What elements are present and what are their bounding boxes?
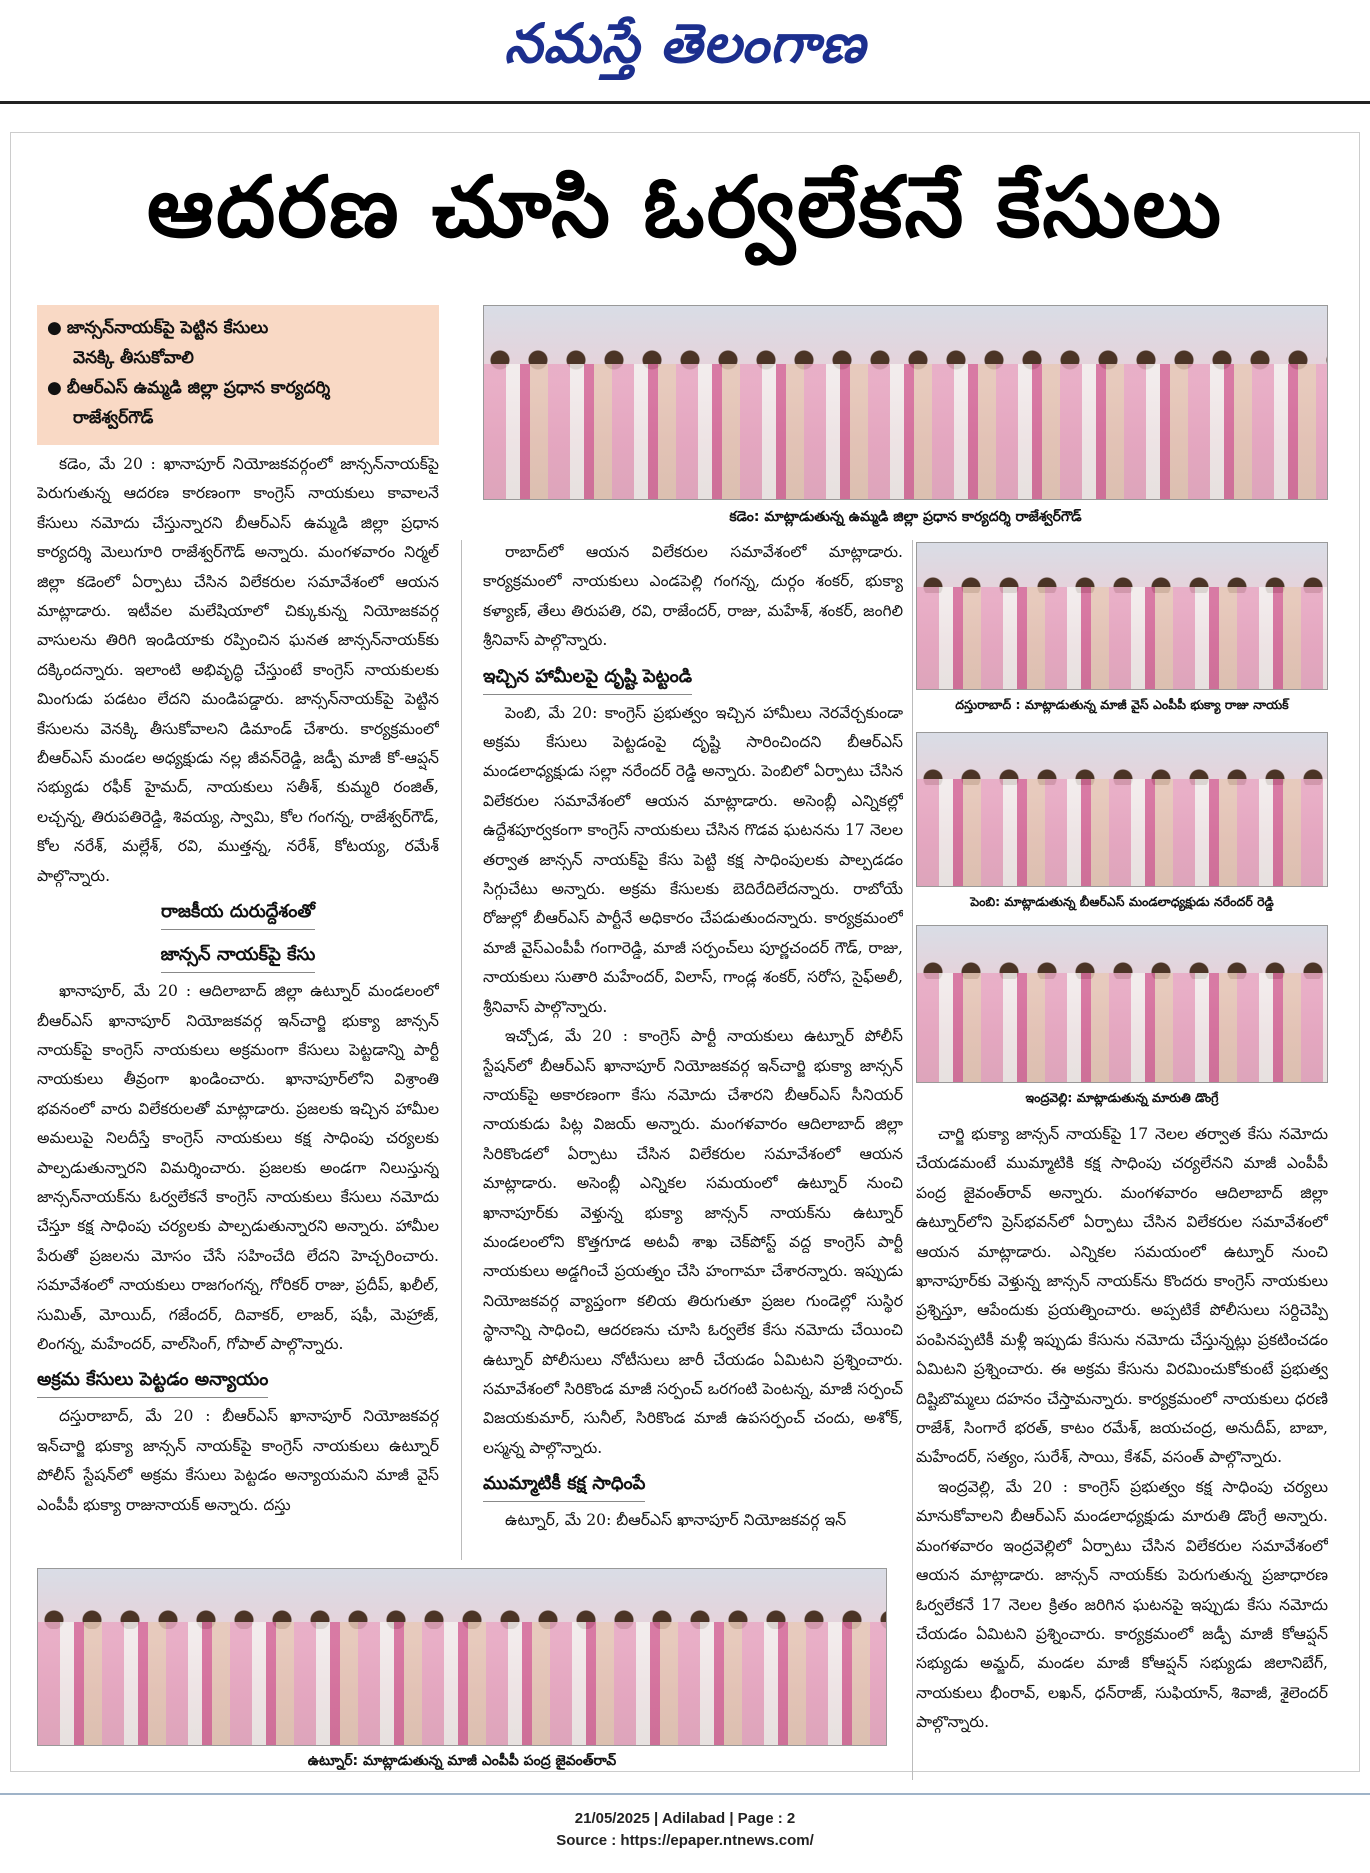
page-footer xyxy=(0,1808,1370,1852)
article-paragraph: పెంబి, మే 20: కాంగ్రెస్ ప్రభుత్వం ఇచ్చిన హామీలు నెరవేర్చకుండా అక్రమ కేసులు పెట్టడంపై దృష్టి సారించిందని బీఆర్‌ఎస్ మండలాధ్యక్షుడు సల్లా నరేందర్ రెడ్డి అన్నారు. పెంబిలో ఏర్పాటు చేసిన విలేకరుల సమావేశంలో ఆయన మాట్లాడారు. అసెంబ్లీ ఎన్నికల్లో ఉద్దేశపూర్వకంగా కాంగ్రెస్ నాయకులు చేసిన గొడవ ఘటనను 17 నెలల తర్వాత జాన్సన్ నాయక్‌పై కేసు పెట్టి కక్ష సాధింపులకు పాల్పడడం సిగ్గుచేటు అన్నారు. అక్రమ కేసులకు బెదిరేదిలేదన్నారు. రాబోయే రోజుల్లో బీఆర్‌ఎస్ పార్టీనే అధికారం చేపడుతుందన్నారు. కార్యక్రమంలో మాజీ వైస్ఎంపీపీ గంగారెడ్డి, మాజీ సర్పంచ్‌లు పూర్ణచందర్ గౌడ్, రాజు, నాయకులు సుతారి మహేందర్, విలాస్, గాండ్ల శంకర్, సరోస, సైఫ్అలీ, శ్రీనివాస్ పాల్గొన్నారు. xyxy=(483,703,903,1016)
masthead xyxy=(0,0,1370,104)
photo-pembi-meeting xyxy=(916,732,1328,887)
photo-indravelli-meeting xyxy=(916,925,1328,1083)
subheading: ముమ్మాటికీ కక్ష సాధింపే xyxy=(483,1467,645,1502)
subheading: జాన్సన్ నాయక్‌పై కేసు xyxy=(161,938,316,973)
highlight-item xyxy=(47,373,429,433)
headline: ఆదరణ చూసి ఓర్వలేకనే కేసులు xyxy=(146,158,1224,256)
article-paragraph: చార్జి భుక్యా జాన్సన్ నాయక్‌పై 17 నెలల తర్వాత కేసు నమోదు చేయడమంటే ముమ్మాటికి కక్ష సాధింపు చర్యలేనని మాజీ ఎంపీపీ పంద్ర జైవంత్‌రావ్ అన్నారు. మంగళవారం ఆదిలాబాద్ జిల్లా ఉట్నూర్‌లోని ప్రెస్‌భవన్‌లో ఏర్పాటు చేసిన విలేకరుల సమావేశంలో ఆయన మాట్లాడారు. ఎన్నికల సమయంలో ఉట్నూర్ నుంచి ఖానాపూర్‌కు వెళ్తున్న జాన్సన్ నాయక్‌ను కొందరు కాంగ్రెస్ నాయకులు ప్రశ్నిస్తూ, ఆపేందుకు ప్రయత్నించారు. అప్పటికే పోలీసులు సర్దిచెప్పి పంపినప్పటికీ మళ్లీ ఇప్పుడు కేసును నమోదు చేస్తున్నట్లు ప్రకటించడం ఏమిటని ప్రశ్నించారు. ఈ అక్రమ కేసును విరమించుకోకుంటే ప్రభుత్వ దిష్టిబొమ్మలు దహనం చేస్తామన్నారు. కార్యక్రమంలో నాయకులు ధరణి రాజేశ్, సింగారే భరత్, కాటం రమేశ్, జయచంద్ర, అనుదీప్, బాబా, మహేందర్, సత్యం, సురేశ్, సాయి, కేశవ్, వసంత్ పాల్గొన్నారు. xyxy=(916,1125,1328,1467)
photo-kadem-meeting xyxy=(483,305,1328,500)
article-column-2 xyxy=(483,538,903,1568)
article-paragraph: ఇచ్చోడ, మే 20 : కాంగ్రెస్ పార్టీ నాయకులు ఉట్నూర్ పోలీస్ స్టేషన్‌లో బీఆర్‌ఎస్ ఖానాపూర్ నియోజకవర్గ ఇన్‌చార్జి భుక్యా జాన్సన్ నాయక్‌పై అకారణంగా కేసు నమోదు చేశారని బీఆర్‌ఎస్ సీనియర్ నాయకుడు పిట్ల విజయ్ అన్నారు. మంగళవారం ఆదిలాబాద్ జిల్లా సిరికొండలో ఏర్పాటు చేసిన విలేకరుల సమావేశంలో ఆయన మాట్లాడారు. అసెంబ్లీ ఎన్నికల సమయంలో ఉట్నూర్ నుంచి ఖానాపూర్‌కు వెళ్తున్న భుక్యా జాన్సన్ నాయక్‌ను ఉట్నూర్ మండలంలోని కొత్తగూడ అటవీ శాఖ చెక్‌పోస్ట్ వద్ద కాంగ్రెస్ పార్టీ నాయకులు అడ్డగించే ప్రయత్నం చేసి హంగామా చేశారన్నారు. ఇప్పుడు నియోజకవర్గ వ్యాప్తంగా కలియ తిరుగుతూ ప్రజల గుండెల్లో సుస్థిర స్థానాన్ని సాధించి, ఆదరణను చూసి ఓర్వలేక కేసు నమోదు చేయించి ఉట్నూర్ పోలీసులు నోటీసులు జారీ చేయడం ఏమిటని ప్రశ్నించారు. సమావేశంలో సిరికొండ మాజీ సర్పంచ్ ఒరగంటి పెంటన్న, మాజీ సర్పంచ్ విజయకుమార్, సునీల్, సిరికొండ మాజీ ఉపసర్పంచ్ చందు, అశోక్, లస్మన్న పాల్గొన్నారు. xyxy=(483,1027,903,1457)
highlights-box xyxy=(37,305,439,445)
article-column-3 xyxy=(916,1120,1328,1790)
article-paragraph: ఉట్నూర్, మే 20: బీఆర్‌ఎస్ ఖానాపూర్ నియోజకవర్గ ఇన్ xyxy=(505,1511,847,1530)
photo-dasturabad-meeting xyxy=(916,542,1328,690)
highlight-line: రాజేశ్వర్‌గౌడ్ xyxy=(73,408,154,428)
photo-caption: ఇంద్రవెల్లి: మాట్లాడుతున్న మారుతి డొంగ్రే xyxy=(1025,1090,1219,1105)
photo-utnoor-meeting xyxy=(37,1568,887,1746)
footer-source-link[interactable]: Source : https://epaper.ntnews.com/ xyxy=(556,1832,814,1849)
bullet-icon: ● xyxy=(47,378,62,398)
article-paragraph: ఇంద్రవెల్లి, మే 20 : కాంగ్రెస్ ప్రభుత్వం కక్ష సాధింపు చర్యలు మానుకోవాలని బీఆర్‌ఎస్ మండలాధ్యక్షుడు మారుతి డొంగ్రే అన్నారు. మంగళవారం ఇంద్రవెల్లిలో ఏర్పాటు చేసిన విలేకరుల సమావేశంలో ఆయన మాట్లాడారు. జాన్సన్ నాయక్‌కు పెరుగుతున్న ప్రజాధారణ ఓర్వలేకనే 17 నెలల క్రితం జరిగిన ఘటనపై ఇప్పుడు కేసు నమోదు చేయడం ఏమిటని ప్రశ్నించారు. కార్యక్రమంలో జడ్పీ మాజీ కోఆప్షన్ సభ్యుడు అమ్జద్, మండల మాజీ కోఆప్షన్ సభ్యుడు జిలానిబేగ్, నాయకులు భీంరావ్, లఖన్, ధన్‌రాజ్, సుఫియాన్, శివాజీ, శైలెందర్ పాల్గొన్నారు. xyxy=(916,1477,1328,1732)
photo-caption: దస్తురాబాద్ : మాట్లాడుతున్న మాజీ వైస్ ఎంపీపీ భుక్యా రాజు నాయక్ xyxy=(955,697,1289,712)
article-paragraph: ఖానాపూర్, మే 20 : ఆదిలాబాద్ జిల్లా ఉట్నూర్ మండలంలో బీఆర్‌ఎస్ ఖానాపూర్ నియోజకవర్గ ఇన్‌చార్జి భుక్యా జాన్సన్ నాయక్‌పై కాంగ్రెస్ నాయకులు అక్రమంగా కేసులు పెట్టడాన్ని పార్టీ నాయకులు తీవ్రంగా ఖండించారు. ఖానాపూర్‌లోని విశ్రాంతి భవనంలో వారు విలేకరులతో మాట్లాడారు. ప్రజలకు ఇచ్చిన హామీల అమలుపై నిలదీస్తే కాంగ్రెస్ నాయకులు కక్ష సాధింపు చర్యలకు పాల్పడుతున్నారని విమర్శించారు. ప్రజలకు అండగా నిలుస్తున్న జాన్సన్‌నాయక్‌ను ఓర్వలేకనే కాంగ్రెస్ నాయకులు కేసులు నమోదు చేస్తూ కక్ష సాధింపు చర్యలకు పాల్పడుతున్నారని అన్నారు. హామీల పేరుతో ప్రజలను మోసం చేసే సహించేది లేదని హెచ్చరించారు. సమావేశంలో నాయకులు రాజగంగన్న, గోరికర్ రాజు, ప్రదీప్, ఖలీల్, సుమిత్, మోయిద్, గజేందర్, దివాకర్, లాజర్, షఫీ, మెహ్రాజ్, లింగన్న, మహేందర్, వాల్‌సింగ్, గోపాల్ పాల్గొన్నారు. xyxy=(37,982,439,1353)
subheading: ఇచ్చిన హామీలపై దృష్టి పెట్టండి xyxy=(483,660,692,695)
article-paragraph: దస్తురాబాద్, మే 20 : బీఆర్‌ఎస్ ఖానాపూర్ నియోజకవర్గ ఇన్‌చార్జి భుక్యా జాన్సన్ నాయక్‌పై కాంగ్రెస్ నాయకులు ఉట్నూర్ పోలీస్ స్టేషన్‌లో అక్రమ కేసులు పెట్టడం అన్యాయమని మాజీ వైస్ ఎంపీపీ భుక్యా రాజునాయక్ అన్నారు. దస్తు xyxy=(37,1407,439,1514)
article-column-1 xyxy=(37,450,439,1525)
footer-edition-info: 21/05/2025 | Adilabad | Page : 2 xyxy=(574,1810,796,1827)
article-paragraph: కడెం, మే 20 : ఖానాపూర్ నియోజకవర్గంలో జాన్సన్‌నాయక్‌పై పెరుగుతున్న ఆదరణ కారణంగా కాంగ్రెస్ నాయకులు కావాలనే కేసులు నమోదు చేస్తున్నారని బీఆర్‌ఎస్ ఉమ్మడి జిల్లా ప్రధాన కార్యదర్శి మెలుగూరి రాజేశ్వర్‌గౌడ్ అన్నారు. మంగళవారం నిర్మల్ జిల్లా కడెంలో ఏర్పాటు చేసిన విలేకరుల సమావేశంలో ఆయన మాట్లాడారు. ఇటీవల మలేషియాలో చిక్కుకున్న నియోజకవర్గ వాసులను తిరిగి ఇండియాకు రప్పించిన ఘనత జాన్సన్‌నాయక్‌కు దక్కిందన్నారు. ఇలాంటి అభివృద్ధి చేస్తుంటే కాంగ్రెస్ నాయకులకు మింగుడు పడటం లేదని మండిపడ్డారు. జాన్సన్‌నాయక్‌పై పెట్టిన కేసులను వెనక్కి తీసుకోవాలని డిమాండ్ చేశారు. కార్యక్రమంలో బీఆర్‌ఎస్ మండల అధ్యక్షుడు నల్ల జీవన్‌రెడ్డి, జడ్పీ మాజీ కో-ఆప్షన్ సభ్యుడు రఫీక్ హైమద్, నాయకులు సతీశ్, కుమ్మరి రంజిత్, లచ్చన్న, తిరుపతిరెడ్డి, శివయ్య, స్వామి, కోల గంగన్న, రాజేశ్వర్‌గౌడ్, కోల నరేశ్, మల్లేశ్, రవి, ముత్తన్న, నరేశ్, కోటయ్య, రమేశ్ పాల్గొన్నారు. xyxy=(37,455,439,885)
highlight-item xyxy=(47,313,429,373)
subheading: అక్రమ కేసులు పెట్టడం అన్యాయం xyxy=(37,1363,268,1398)
bullet-icon: ● xyxy=(47,318,62,338)
highlight-line: బీఆర్‌ఎస్ ఉమ్మడి జిల్లా ప్రధాన కార్యదర్శి xyxy=(66,378,331,398)
highlight-line: వెనక్కి తీసుకోవాలి xyxy=(73,348,194,368)
article-paragraph: రాబాద్‌లో ఆయన విలేకరుల సమావేశంలో మాట్లాడారు. కార్యక్రమంలో నాయకులు ఎండపెల్లి గంగన్న, దుర్గం శంకర్, భుక్యా కళ్యాణ్, తేలు తిరుపతి, రవి, రాజేందర్, రాజు, మహేశ్, శంకర్, జంగిలి శ్రీనివాస్ పాల్గొన్నారు. xyxy=(483,543,903,650)
newspaper-logo: నమస్తే తెలంగాణ xyxy=(504,12,866,75)
subheading: రాజకీయ దురుద్దేశంతో xyxy=(161,895,315,930)
photo-caption: కడెం: మాట్లాడుతున్న ఉమ్మడి జిల్లా ప్రధాన కార్యదర్శి రాజేశ్వర్‌గౌడ్ xyxy=(729,509,1082,525)
photo-caption: ఉట్నూర్: మాట్లాడుతున్న మాజీ ఎంపీపీ పంద్ర జైవంత్‌రావ్ xyxy=(307,1753,617,1769)
highlight-line: జాన్సన్‌నాయక్‌పై పెట్టిన కేసులు xyxy=(66,318,269,338)
photo-caption: పెంబి: మాట్లాడుతున్న బీఆర్‌ఎస్ మండలాధ్యక్షుడు నరేందర్ రెడ్డి xyxy=(970,894,1274,909)
